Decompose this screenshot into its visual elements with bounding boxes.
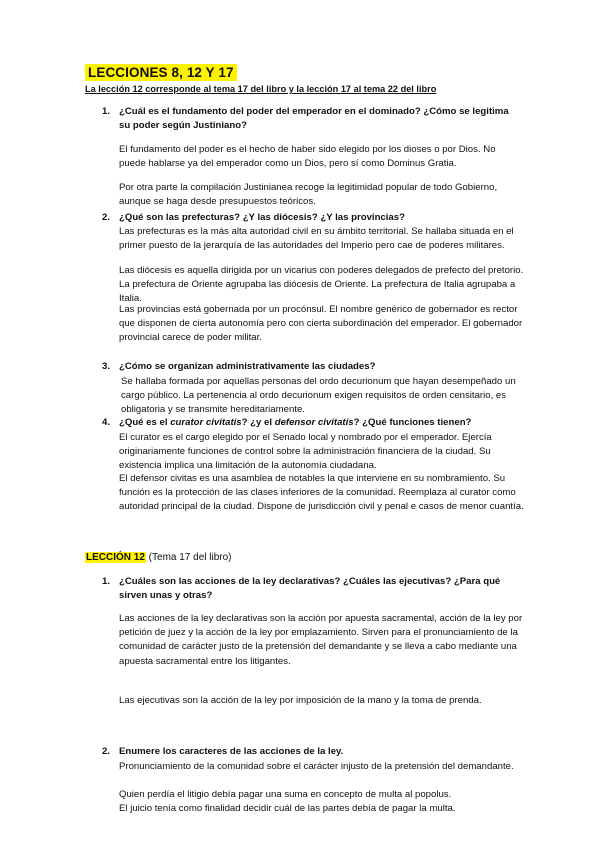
page-subtitle: La lección 12 corresponde al tema 17 del libro y la lección 17 al tema 22 del libro: [85, 84, 437, 94]
question-number: 2.: [102, 212, 111, 223]
question-text: ¿Qué es el curator civitatis? ¿y el defensor civitatis? ¿Qué funciones tienen?: [119, 417, 472, 428]
question-text: ¿Qué son las prefecturas? ¿Y las diócesis? ¿Y las provincias?: [119, 212, 405, 223]
question-text: ¿Cómo se organizan administrativamente las ciudades?: [119, 361, 376, 372]
answer-paragraph: Las acciones de la ley declarativas son la acción por apuesta sacramental, acción de la ley por petición de juez y la acción de la ley por emplazamiento. Sirven para el pronunciamiento de la comunidad de carácter justo de la pretensión del demandante y se lleva a cabo mediante una apuesta sacramental entre los litigantes.: [119, 613, 523, 667]
question-number: 1.: [102, 106, 111, 117]
answer-paragraph: El defensor civitas es una asamblea de notables la que interviene en su nombramiento. Su función es la protección de las clases inferiores de la comunidad. Reemplaza al curator como autoridad principal de la ciudad. Dispone de jurisdicción civil y penal e casos de menor cuantía.: [119, 473, 524, 513]
question-text: ¿Cuáles son las acciones de la ley declarativas? ¿Cuáles las ejecutivas? ¿Para qué sirven unas y otras?: [119, 576, 501, 601]
answer-paragraph: Las diócesis es aquella dirigida por un vicarius con poderes delegados de prefecto del pretorio. La prefectura de Oriente agrupaba las diócesis de Oriente. La prefectura de Italia agrupaba a Italia.: [119, 265, 524, 305]
answer-paragraph: Se hallaba formada por aquellas personas del ordo decurionum que hayan desempeñado un cargo público. La pertenencia al ordo decurionum exigen requisitos de orden censitario, es obligatoria y se transmite hereditariamente.: [121, 376, 516, 416]
answer-paragraph: Quien perdía el litigio debía pagar una suma en concepto de multa al popolus.: [119, 789, 452, 800]
answer-paragraph: El fundamento del poder es el hecho de haber sido elegido por los dioses o por Dios. No puede hablarse ya del emperador como un Dios, pero sí como Dominus Gratia.: [119, 144, 496, 170]
question-text: ¿Cuál es el fundamento del poder del emperador en el dominado? ¿Cómo se legitima su poder según Justiniano?: [119, 106, 509, 131]
page-title: LECCIONES 8, 12 Y 17: [85, 64, 237, 81]
section-title: LECCIÓN 12 (Tema 17 del libro): [86, 552, 232, 563]
answer-paragraph: Las prefecturas es la más alta autoridad civil en su ámbito territorial. Se hallaba situada en el primer puesto de la jerarquía de las autoridades del Imperio pero cae de poderes militares.: [119, 226, 514, 252]
answer-paragraph: Por otra parte la compilación Justinianea recoge la legitimidad popular de todo Gobierno, aunque se haga desde presupuestos teóricos.: [119, 182, 498, 208]
answer-paragraph: Pronunciamiento de la comunidad sobre el carácter injusto de la pretensión del demandante.: [119, 761, 514, 772]
question-number: 2.: [102, 746, 111, 757]
answer-paragraph: El juicio tenía como finalidad decidir cuál de las partes debía de pagar la multa.: [119, 803, 456, 814]
question-number: 3.: [102, 361, 111, 372]
answer-paragraph: El curator es el cargo elegido por el Senado local y nombrado por el emperador. Ejercía originariamente funciones de control sobre la administración financiera de la ciudad. Su existencia implica una limitación de la autonomía ciudadana.: [119, 432, 492, 472]
answer-paragraph: Las ejecutivas son la acción de la ley por imposición de la mano y la toma de prenda.: [119, 695, 482, 706]
answer-paragraph: Las provincias está gobernada por un procónsul. El nombre genérico de gobernador es rector que disponen de cierta autonomía pero con cierta subordinación del emperador. El gobernador provincial carece de poder militar.: [119, 304, 523, 344]
question-text: Enumere los caracteres de las acciones de la ley.: [119, 746, 344, 757]
question-number: 1.: [102, 576, 111, 587]
question-number: 4.: [102, 417, 111, 428]
